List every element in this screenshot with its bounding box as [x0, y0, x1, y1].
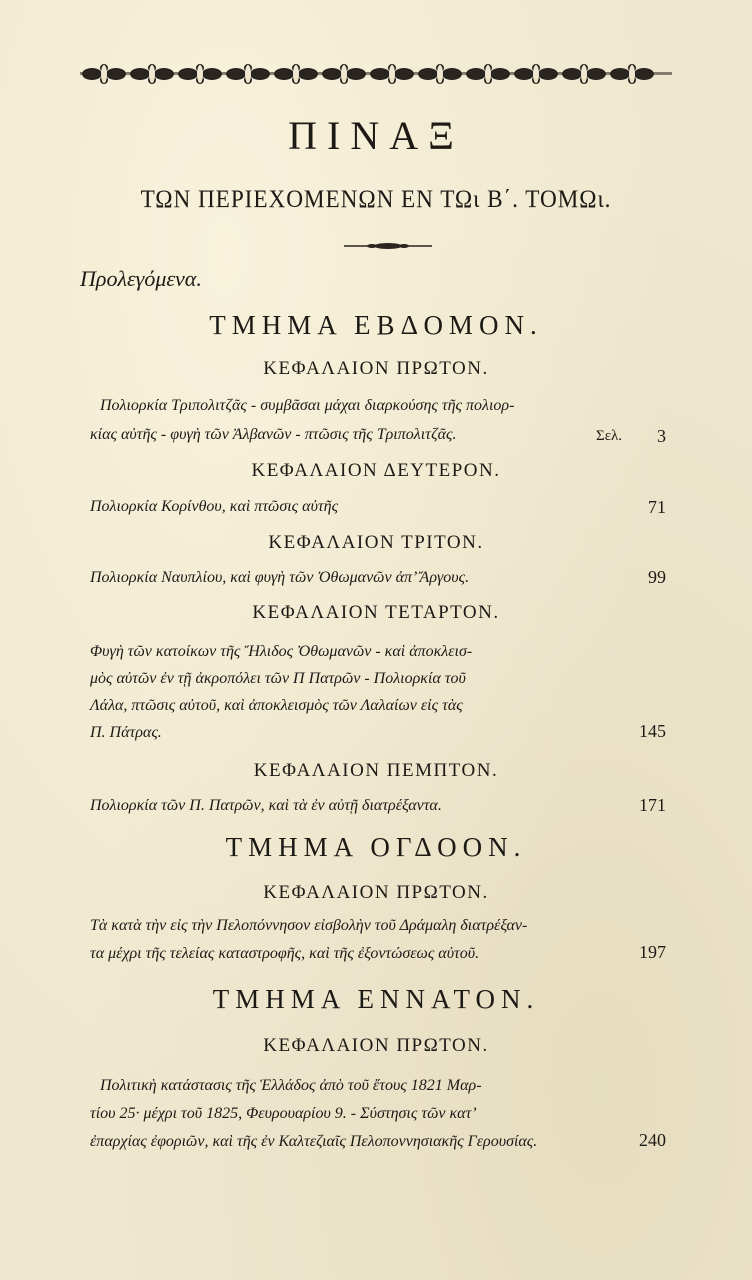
page-number: 71 [648, 497, 666, 517]
toc-entry-line: Τὰ κατὰ τὴν εἰς τὴν Πελοπόννησον εἰσβολὴν τοῦ Δράμαλη διατρέξαν- [90, 917, 528, 934]
chapter-heading: ΚΕΦΑΛΑΙΟΝ ΠΡΩΤΟΝ. [263, 1035, 489, 1056]
toc-entry-line: Πολιτικὴ κατάστασις τῆς Ἑλλάδος ἀπὸ τοῦ ἔτους 1821 Μαρ- [100, 1077, 482, 1094]
section-heading: ΤΜΗΜΑ ΕΒΔΟΜΟΝ. [209, 310, 543, 340]
toc-entry-line: Πολιορκία τῶν Π. Πατρῶν, καὶ τὰ ἐν αὐτῇ διατρέξαντα. [90, 797, 442, 814]
section-heading: ΤΜΗΜΑ ΟΓΔΟΟΝ. [225, 832, 527, 862]
toc-entry-line: Πολιορκία Κορίνθου, καὶ πτῶσις αὐτῆς [90, 498, 339, 515]
toc-entry-line: τίου 25· μέχρι τοῦ 1825, Φευρουαρίου 9. - Σύστησις τῶν κατ’ [90, 1105, 477, 1122]
chapter-heading: ΚΕΦΑΛΑΙΟΝ ΠΕΜΠΤΟΝ. [253, 760, 499, 781]
section-heading: ΤΜΗΜΑ ΕΝΝΑΤΟΝ. [212, 984, 540, 1014]
chapter-heading: ΚΕΦΑΛΑΙΟΝ ΔΕΥΤΕΡΟΝ. [251, 460, 501, 481]
toc-entry-line: κίας αὐτῆς - φυγὴ τῶν Ἀλβανῶν - πτῶσις τῆς Τριπολιτζᾶς. [90, 426, 457, 443]
page-number: 145 [639, 721, 666, 741]
page-number: 240 [639, 1130, 666, 1150]
decorative-rule-icon [344, 242, 432, 250]
chapter-heading: ΚΕΦΑΛΑΙΟΝ ΠΡΩΤΟΝ. [263, 882, 489, 903]
page-number: 197 [639, 942, 666, 962]
page-subtitle: ΤΩΝ ΠΕΡΙΕΧΟΜΕΝΩΝ ΕΝ ΤΩι Β΄. ΤΟΜΩι. [140, 186, 612, 213]
toc-entry-line: Πολιορκία Ναυπλίου, καὶ φυγὴ τῶν Ὀθωμανῶν ἀπ’ Ἄργους. [90, 569, 470, 586]
page-number: 3 [657, 426, 666, 446]
toc-entry-line: τα μέχρι τῆς τελείας καταστροφῆς, καὶ τῆς ἐξοντώσεως αὐτοῦ. [90, 945, 480, 962]
page-number: 99 [648, 567, 666, 587]
page-abbreviation: Σελ. [596, 428, 623, 444]
chapter-heading: ΚΕΦΑΛΑΙΟΝ ΤΕΤΑΡΤΟΝ. [252, 602, 500, 623]
ornament-border-icon [80, 60, 672, 88]
toc-entry-line: ἐπαρχίας ἐφοριῶν, καὶ τῆς ἐν Καλτεζιαῖς Πελοποννησιακῆς Γερουσίας. [90, 1133, 538, 1150]
toc-entry-line: μὸς αὐτῶν ἐν τῇ ἀκροπόλει τῶν Π Πατρῶν - Πολιορκία τοῦ [90, 670, 466, 687]
toc-entry-line: Λάλα, πτῶσις αὐτοῦ, καὶ ἀποκλεισμὸς τῶν Λαλαίων εἰς τὰς [90, 697, 463, 714]
page-number: 171 [639, 795, 666, 815]
toc-entry-line: Π. Πάτρας. [90, 724, 162, 741]
toc-entry-line: Πολιορκία Τριπολιτζᾶς - συμβᾶσαι μάχαι διαρκούσης τῆς πολιορ- [100, 397, 515, 414]
chapter-heading: ΚΕΦΑΛΑΙΟΝ ΠΡΩΤΟΝ. [263, 358, 489, 379]
toc-entry-line: Φυγὴ τῶν κατοίκων τῆς Ἤλιδος Ὀθωμανῶν - καὶ ἀποκλεισ- [90, 643, 473, 660]
prolegomena-entry: Προλεγόμενα. [80, 266, 202, 291]
chapter-heading: ΚΕΦΑΛΑΙΟΝ ΤΡΙΤΟΝ. [268, 532, 484, 553]
page-title: ΠΙΝΑΞ [288, 113, 464, 158]
